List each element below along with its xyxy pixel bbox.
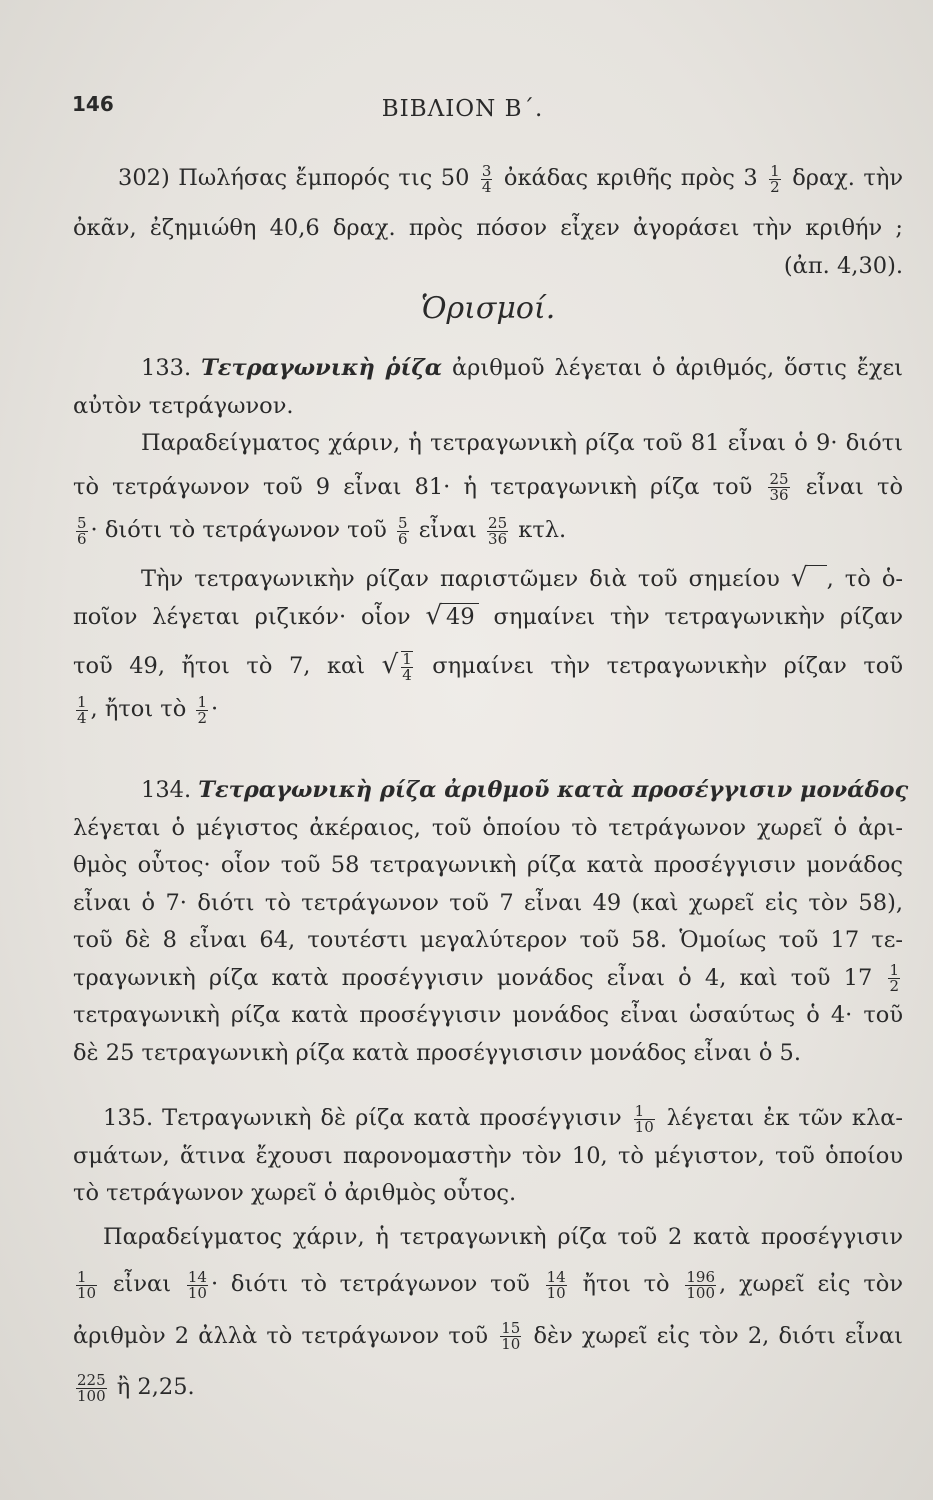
section-135: [73, 1100, 903, 1407]
text-line: τὸ τετράγωνον χωρεῖ ὁ ἀριθμὸς οὗτος.: [73, 1180, 517, 1206]
fraction: $\frac{1}{4}$: [77, 692, 87, 727]
text-line: εἶναι ὁ 7· διότι τὸ τετράγωνον τοῦ 7 εἶναι 49 (καὶ χωρεῖ εἰς τὸν 58),: [73, 889, 903, 916]
problem-302-cont: [73, 210, 903, 285]
fraction: $\frac{5}{6}$: [77, 513, 87, 548]
fraction: $\frac{1}{2}$: [770, 161, 780, 196]
text-line: σμάτων, ἅτινα ἔχουσι παρονομαστὴν τὸν 10, τὸ μέγιστον, τοῦ ὁποίου: [73, 1142, 903, 1169]
section-134: [73, 772, 909, 1072]
text-line: ποῖον λέγεται ριζικόν· οἷον √ 49 σημαίνει τὴν τετραγωνικὴν ρίζαν: [73, 601, 903, 631]
text-line: λέγεται ὁ μέγιστος ἀκέραιος, τοῦ ὁποίου τὸ τετράγωνον χωρεῖ ὁ ἀρι-: [73, 814, 903, 841]
text-line: ἀριθμὸν 2 ἀλλὰ τὸ τετράγωνον τοῦ $\frac{15}{10}$ δὲν χωρεῖ εἰς τὸν 2, διότι εἶναι: [73, 1319, 903, 1353]
radical-sign: √: [381, 649, 399, 680]
text-line: τραγωνικὴ ρίζα κατὰ προσέγγισιν μονάδος εἶναι ὁ 4, καὶ τοῦ 17 $\frac{1}{2}$: [73, 961, 899, 995]
fraction: $\frac{196}{100}$: [686, 1267, 716, 1302]
fraction: $\frac{1}{10}$: [77, 1267, 97, 1302]
text-line: αὐτὸν τετράγωνον.: [73, 392, 294, 419]
text-line: $\frac{1}{4}$ , ἤτοι τὸ $\frac{1}{2}$ ·: [77, 692, 219, 727]
fraction: $\frac{1}{2}$: [889, 961, 899, 995]
text-line: ὀκᾶν, ἐζημιώθη 40,6 δραχ. πρὸς πόσον εἶχεν ἀγοράσει τὴν κριθήν ;: [73, 215, 903, 241]
text-line: τὸ τετράγωνον τοῦ 9 εἶναι 81· ἡ τετραγωνικὴ ρίζα τοῦ $\frac{25}{36}$ εἶναι τὸ: [73, 470, 904, 504]
fraction: $\frac{14}{10}$: [187, 1267, 207, 1302]
text-line: 302) Πωλήσας ἔμπορός τις 50 $\frac{3}{4}$ ὀκάδας κριθῆς πρὸς 3 $\frac{1}{2}$ δραχ. τὴν: [118, 161, 904, 196]
text-line: 134. Τετραγωνικὴ ρίζα ἀριθμοῦ κατὰ προσέγγισιν μονάδος: [141, 777, 909, 803]
text-line: $\frac{1}{10}$ εἶναι $\frac{14}{10}$ · διότι τὸ τετράγωνον τοῦ $\frac{14}{10}$ ἤτοι τὸ $\frac{196}{100}$ , χωρεῖ εἰς τὸν: [77, 1267, 903, 1302]
section-133: [73, 350, 903, 729]
radical-sign: √: [790, 562, 808, 593]
fraction: $\frac{1}{4}$: [402, 649, 412, 684]
fraction: $\frac{1}{10}$: [634, 1101, 654, 1136]
text-line: 133. Τετραγωνικὴ ῥίζα ἀριθμοῦ λέγεται ὁ ἀριθμός, ὅστις ἔχει: [141, 355, 904, 381]
running-title: ΒΙΒΛΙΟΝ Β΄.: [381, 96, 544, 122]
page-number: 146: [72, 92, 114, 116]
page-header: [72, 92, 853, 132]
section-heading: Ὁρισμοί.: [420, 291, 556, 326]
fraction: $\frac{225}{100}$: [77, 1370, 106, 1405]
fraction: $\frac{1}{2}$: [197, 692, 207, 727]
problem-302: [118, 160, 903, 198]
text-line: $\frac{225}{100}$ ἢ 2,25.: [77, 1370, 195, 1405]
text-line: Παραδείγματος χάριν, ἡ τετραγωνικὴ ρίζα τοῦ 2 κατὰ προσέγγισιν: [103, 1223, 903, 1250]
fraction: $\frac{25}{36}$: [769, 470, 789, 504]
radical-sign: √: [425, 601, 443, 631]
fraction: $\frac{14}{10}$: [546, 1267, 566, 1302]
fraction: $\frac{5}{6}$: [397, 513, 408, 548]
text-line: δὲ 25 τετραγωνικὴ ρίζα κατὰ προσέγγισισιν μονάδος εἶναι ὁ 5.: [73, 1039, 802, 1066]
text-line: θμὸς οὗτος· οἷον τοῦ 58 τετραγωνικὴ ρίζα κατὰ προσέγγισιν μονάδος: [73, 852, 903, 878]
text-line: 135. Τετραγωνικὴ δὲ ρίζα κατὰ προσέγγισιν $\frac{1}{10}$ λέγεται ἐκ τῶν κλα-: [103, 1101, 904, 1136]
defined-term: Τετραγωνικὴ ῥίζα: [201, 355, 443, 381]
answer: (ἀπ. 4,30).: [783, 252, 903, 279]
text-line: Τὴν τετραγωνικὴν ρίζαν παριστῶμεν διὰ τοῦ σημείου √ , τὸ ὁ-: [141, 562, 904, 593]
text-line: Παραδείγματος χάριν, ἡ τετραγωνικὴ ρίζα τοῦ 81 εἶναι ὁ 9· διότι: [141, 430, 903, 456]
text-line: $\frac{5}{6}$ · διότι τὸ τετράγωνον τοῦ $\frac{5}{6}$ εἶναι $\frac{25}{36}$ κτλ.: [77, 513, 567, 548]
fraction: $\frac{25}{36}$: [488, 513, 508, 548]
text-line: τοῦ 49, ἤτοι τὸ 7, καὶ √ $\frac{1}{4}$ σημαίνει τὴν τετραγωνικὴν ρίζαν τοῦ: [73, 649, 904, 684]
text-line: τετραγωνικὴ ρίζα κατὰ προσέγγισιν μονάδος εἶναι ὡσαύτως ὁ 4· τοῦ: [73, 1002, 903, 1028]
defined-term: Τετραγωνικὴ ρίζα ἀριθμοῦ κατὰ προσέγγισιν μονάδος: [198, 777, 909, 803]
text-line: τοῦ δὲ 8 εἶναι 64, τουτέστι μεγαλύτερον τοῦ 58. Ὁμοίως τοῦ 17 τε-: [73, 927, 903, 953]
fraction: $\frac{15}{10}$: [501, 1319, 521, 1353]
fraction: $\frac{3}{4}$: [481, 161, 492, 196]
